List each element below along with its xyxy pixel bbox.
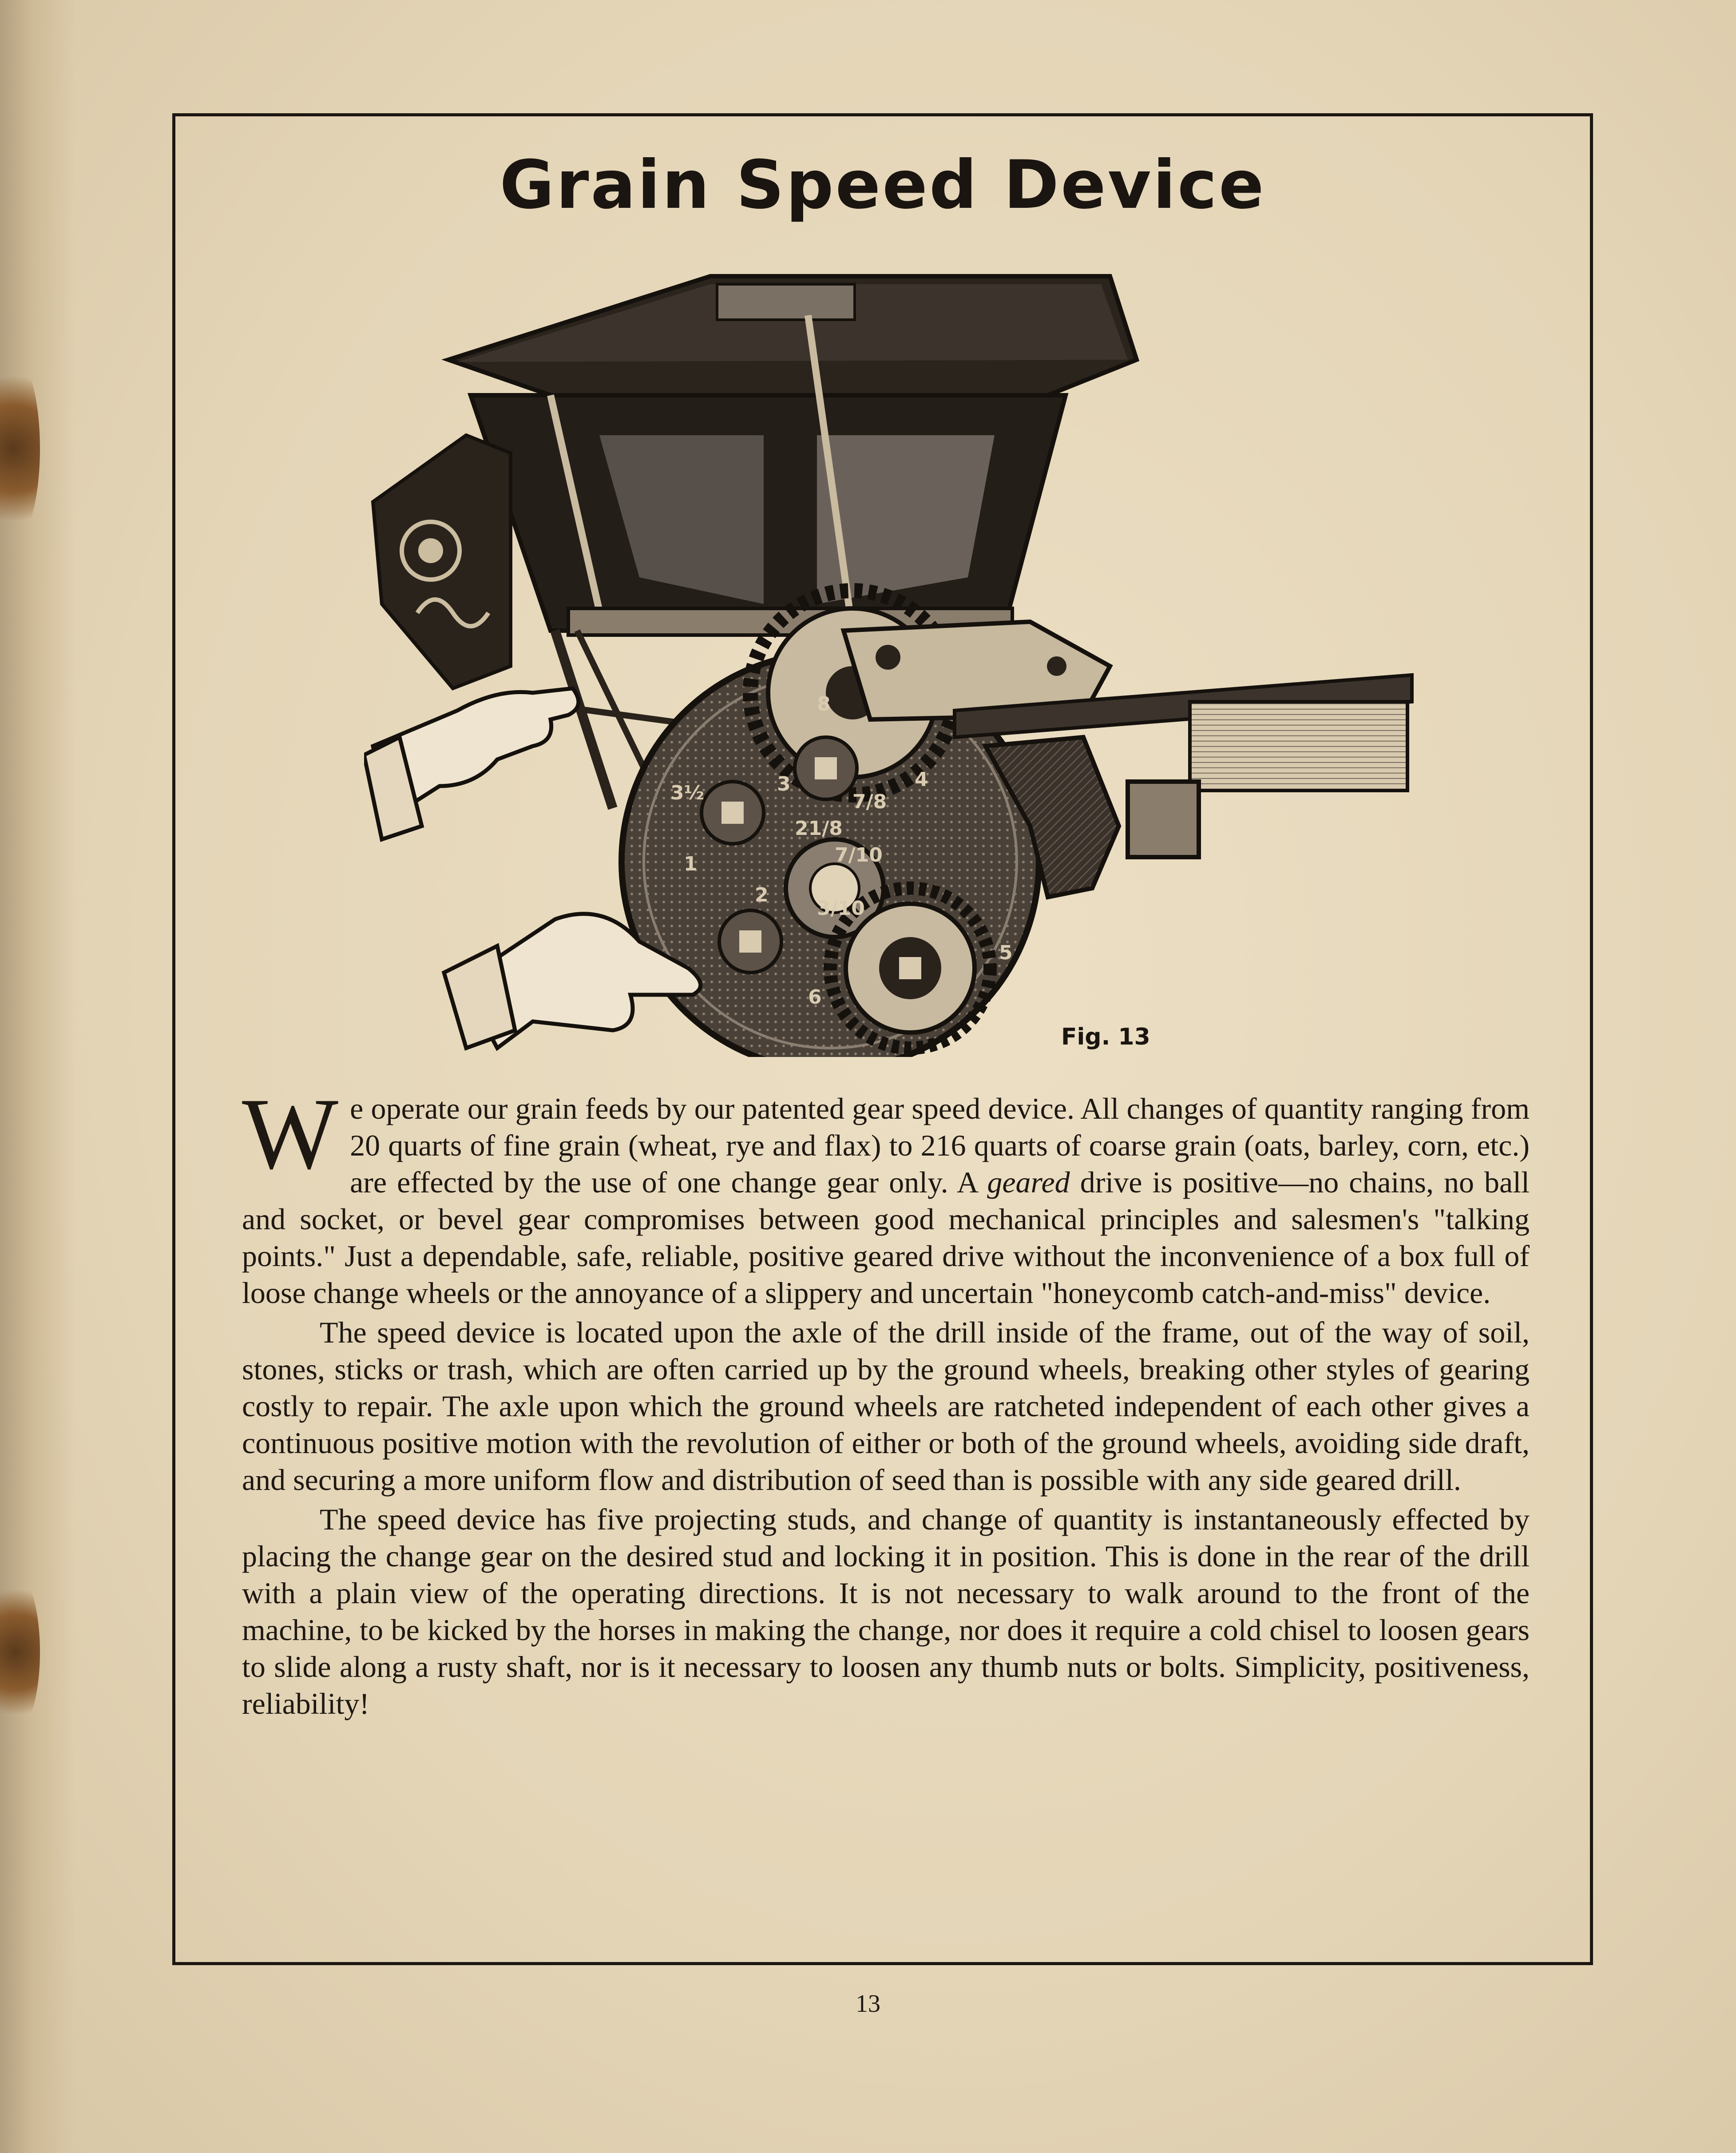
paragraph: The speed device has five projecting studs, and change of quantity is instantaneously effected by placing the change gear on the desired stud and locking it in position. This is done in the rear of the drill with a plain view of the operating directions. It is not necessary to walk around to the front of the machine, to be kicked by the horses in making the change, nor does it require a cold chisel to loosen gears to slide along a rusty shaft, nor is it necessary to loosen any thumb nuts or bolts. Simplicity, positiveness, reliability!: [242, 1502, 1530, 1720]
gear-number: 1: [684, 853, 698, 875]
hopper: [448, 276, 1137, 635]
page-title: Grain Speed Device: [499, 147, 1266, 224]
drop-cap: W: [242, 1077, 339, 1190]
article-body: [242, 1077, 1530, 1725]
stud-top: [795, 737, 857, 799]
paragraph-text: drive is positive—no chains, no ball and socket, or bevel gear compromises between good mechanical principles and salesmen's "talking points." Just a dependable, safe, reliable, positive geared drive without the inconvenience of a box full of loose change wheels or the annoyance of a slippery and uncertain "honeycomb catch-and-miss" device.: [242, 1165, 1530, 1310]
gear-number: 6: [808, 986, 822, 1009]
paragraph: The speed device is located upon the axle of the drill inside of the frame, out of the way of soil, stones, sticks or trash, which are often carried up by the ground wheels, breaking other styles of gearing costly to repair. The axle upon which the ground wheels are ratcheted independent of each other gives a continuous positive motion with the revolution of either or both of the ground wheels, avoiding side draft, and securing a more uniform flow and distribution of seed than is possible with any side geared drill.: [242, 1315, 1530, 1497]
gear-number: 3/10: [817, 897, 865, 920]
binding-gutter: [0, 0, 75, 2153]
upper-hand: [364, 688, 579, 839]
emphasis-text: geared: [987, 1165, 1070, 1199]
gear-number: 7/8: [852, 790, 887, 813]
grain-speed-device-illustration: [364, 266, 1439, 1057]
ornate-side-panel: [373, 435, 511, 688]
gear-number: 5: [999, 941, 1013, 964]
page-number: 13: [856, 1990, 880, 2018]
stud-left: [702, 782, 764, 844]
gear-number: 7/10: [835, 844, 883, 866]
gear-number: 8: [817, 693, 831, 715]
gear-number: 3: [777, 773, 791, 795]
gear-number: 2: [755, 884, 769, 906]
figure-caption: Fig. 13: [1061, 1024, 1150, 1050]
gear-number: 3½: [670, 782, 705, 804]
paragraph-text: e operate our grain feeds by our patented gear speed device. All changes of quantity ranging from 20 quarts of fine grain (wheat, rye and flax) to 216 quarts of coarse grain (oats, barley, corn, etc.) are effected by the use of one change gear only. A: [350, 1092, 1530, 1199]
gear-number: 4: [915, 768, 928, 791]
stud-bottom: [719, 910, 781, 973]
gear-number: 21/8: [795, 817, 843, 840]
paragraph: [242, 1077, 1530, 1311]
